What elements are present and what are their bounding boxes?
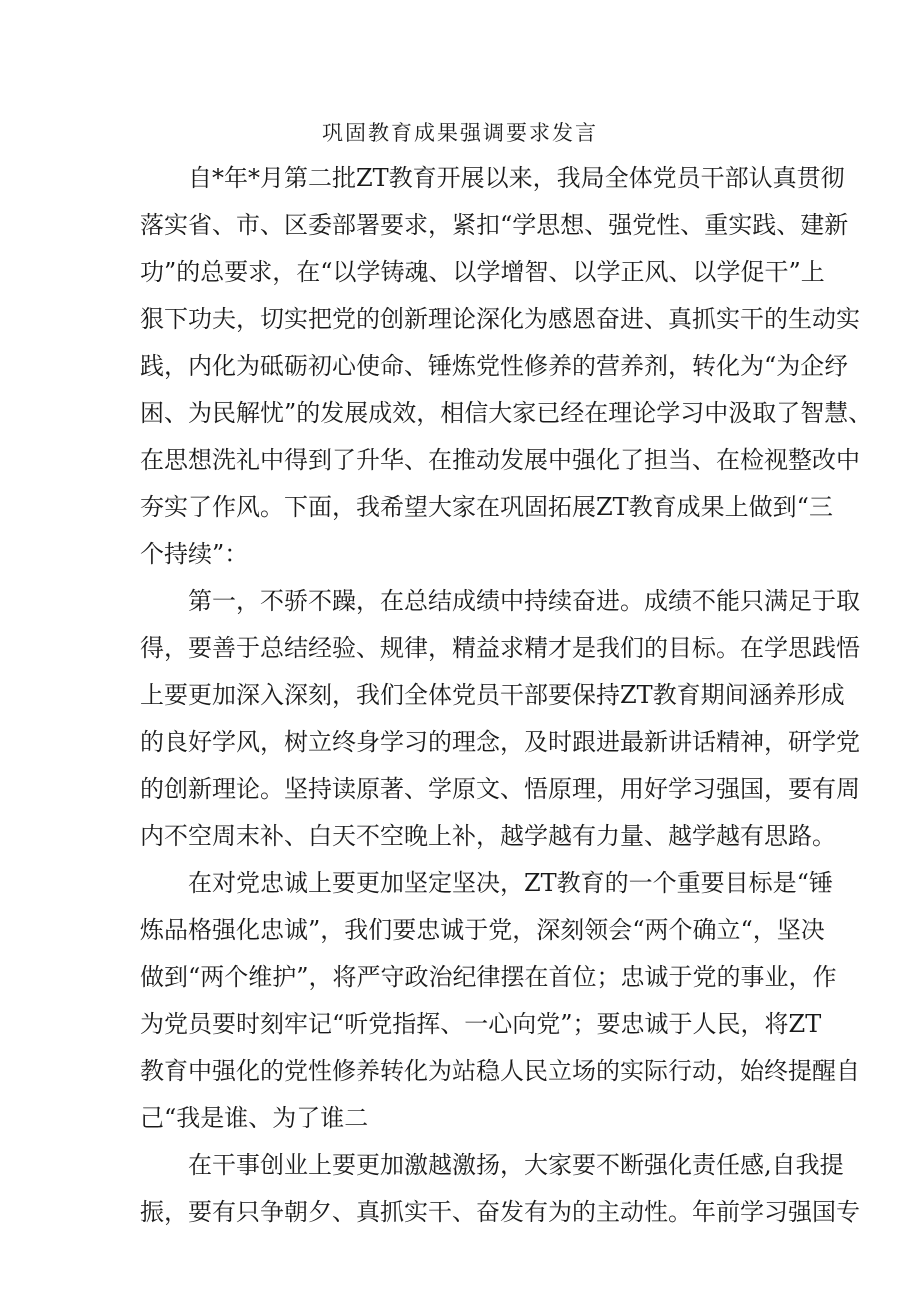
document-title: 巩固教育成果强调要求发言 [322,121,598,145]
text-line: 振，要有只争朝夕、真抓实干、奋发有为的主动性。年前学习强国专 [140,1198,860,1226]
text-line: 个持续”： [140,540,249,568]
text-line: 内不空周末补、白天不空晚上补，越学越有力量、越学越有思路。 [140,822,836,850]
text-line: 为党员要时刻牢记“听党指挥、一心向党”；要忠诚于人民，将ZT [140,1010,822,1038]
text-line: 炼品格强化忠诚”，我们要忠诚于党，深刻领会“两个确立“，坚决 [140,916,825,944]
text-line: 夯实了作风。下面，我希望大家在巩固拓展ZT教育成果上做到“三 [140,493,833,521]
text-line: 狠下功夫，切实把党的创新理论深化为感恩奋进、真抓实干的生动实 [140,305,860,333]
text-line: 在对党忠诚上要更加坚定坚决，ZT教育的一个重要目标是“锤 [188,869,833,897]
text-line: 困、为民解忧”的发展成效，相信大家已经在理论学习中汲取了智慧、 [140,399,873,427]
text-line: 教育中强化的党性修养转化为站稳人民立场的实际行动，始终提醒自 [140,1057,860,1085]
text-line: 在思想洗礼中得到了升华、在推动发展中强化了担当、在检视整改中 [140,446,860,474]
text-line: 功”的总要求，在“以学铸魂、以学增智、以学正风、以学促干”上 [140,258,825,286]
text-line: 的创新理论。坚持读原著、学原文、悟原理，用好学习强国，要有周 [140,775,860,803]
text-line: 落实省、市、区委部署要求，紧扣“学思想、强党性、重实践、建新 [140,211,849,239]
text-line: 的良好学风，树立终身学习的理念，及时跟进最新讲话精神，研学党 [140,728,860,756]
text-line: 做到“两个维护”，将严守政治纪律摆在首位；忠诚于党的事业，作 [140,963,837,991]
text-line: 自*年*月第二批ZT教育开展以来，我局全体党员干部认真贯彻 [188,164,845,192]
text-line: 己“我是谁、为了谁二 [140,1104,369,1132]
text-line: 第一，不骄不躁，在总结成绩中持续奋进。成绩不能只满足于取 [188,587,860,615]
text-line: 在干事创业上要更加激越激扬，大家要不断强化责任感,自我提 [188,1151,844,1179]
text-line: 上要更加深入深刻，我们全体党员干部要保持ZT教育期间涵养形成 [140,681,845,709]
text-line: 践，内化为砥砺初心使命、锤炼党性修养的营养剂，转化为“为企纾 [140,352,849,380]
text-line: 得，要善于总结经验、规律，精益求精才是我们的目标。在学思践悟 [140,634,860,662]
